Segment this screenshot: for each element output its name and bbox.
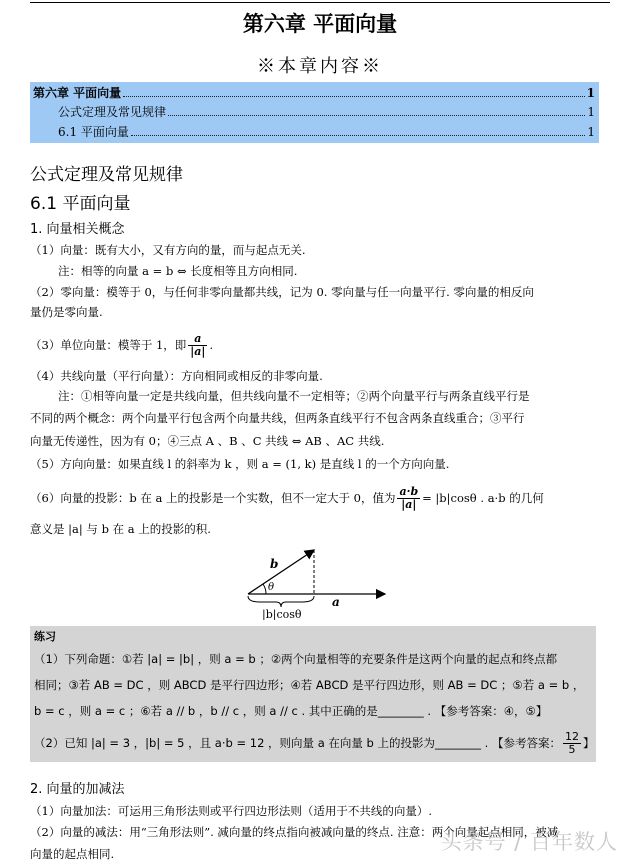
vector-b-arrow: [248, 550, 314, 594]
text-line: 注：相等的向量 a = b ⇔ 长度相等且方向相同.: [58, 264, 298, 278]
toc-page-number: 1: [587, 124, 595, 139]
fraction-denominator: 5: [568, 742, 576, 756]
toc-page-number: 1: [587, 105, 595, 119]
toc-leader-dots: [131, 135, 585, 136]
exercise-box: [30, 626, 596, 762]
contents-title: ※本章内容※: [257, 56, 383, 77]
toc-entry-label: 公式定理及常见规律: [58, 105, 167, 119]
projection-line: [30, 482, 600, 514]
fraction-denominator: |a|: [190, 344, 206, 358]
label-b: b: [270, 557, 279, 571]
section-heading-61: 6.1 平面向量: [30, 194, 131, 214]
text-fragment: （6）向量的投影：b 在 a 上的投影是一个实数，但不一定大于 0，值为: [30, 491, 396, 505]
text-line: （5）方向向量：如果直线 l 的斜率为 k ，则 a = (1, k) 是直线 l 的一个方向向量.: [30, 457, 450, 471]
toc-leader-dots: [168, 115, 585, 116]
text-line: 不同的两个概念：两个向量平行包含两个向量共线，但两条直线平行不包含两条直线重合；③平行: [30, 411, 525, 425]
text-line: 量仍是零向量.: [30, 305, 103, 319]
text-line: 注：①相等向量一定是共线向量，但共线向量不一定相等；②两个向量平行与两条直线平行是: [58, 389, 530, 403]
text-line: 向量无传递性，因为有 0；④三点 A 、B 、C 共线 ⇔ AB 、AC 共线.: [30, 434, 385, 448]
fraction-numerator: a: [188, 333, 207, 346]
angle-arc: [263, 584, 266, 594]
text-fragment: （2）已知 |a| = 3 ，|b| = 5 ，且 a·b = 12 ，则向量 a 在向量 b 上的投影为________ . 【参考答案：: [34, 736, 561, 750]
fraction: [397, 486, 420, 511]
chapter-title: 第六章 平面向量: [242, 11, 398, 36]
exercise-title: 练习: [34, 630, 56, 643]
table-of-contents: [30, 82, 599, 143]
exercise-line: b = c ，则 a = c ；⑥若 a // b ，b // c ，则 a // c . 其中正确的是________ . 【参考答案：④，⑤】: [34, 704, 548, 718]
projection-brace: [248, 596, 314, 607]
watermark: 头条号 / 百年数人: [440, 830, 618, 854]
text-line: 意义是 |a| 与 b 在 a 上的投影的积.: [30, 522, 211, 536]
toc-page-number: 1: [586, 85, 595, 100]
text-line: （2）向量的减法：用“三角形法则”. 减向量的终点指向被减向量的终点. 注意：两个向量起点相同，被减: [30, 825, 559, 839]
exercise-line: （1）下列命题：①若 |a| = |b| ，则 a = b ；②两个向量相等的充要条件是这两个向量的起点和终点都: [34, 652, 558, 666]
label-theta: θ: [268, 582, 275, 593]
text-fragment: 】: [582, 736, 595, 750]
fraction-denominator: |a|: [401, 497, 417, 511]
toc-entry-label: 第六章 平面向量: [33, 85, 122, 100]
text-line: 向量的起点相同.: [30, 847, 115, 861]
exercise-line-2: [34, 728, 594, 758]
toc-entry-formulas[interactable]: [30, 103, 599, 123]
toc-entry-chapter[interactable]: [30, 83, 599, 103]
fraction: [563, 731, 581, 756]
section-heading-formulas: 公式定理及常见规律: [30, 165, 183, 185]
text-line: （1）向量加法：可运用三角形法则或平行四边形法则（适用于不共线的向量）.: [30, 804, 432, 818]
top-rule: [30, 2, 610, 3]
toc-entry-label: 6.1 平面向量: [58, 124, 129, 139]
fraction-numerator: a·b: [399, 484, 419, 498]
fraction: [188, 333, 207, 358]
text-fragment: （3）单位向量：模等于 1，即: [30, 338, 187, 352]
exercise-line: 相同；③若 AB = DC ，则 ABCD 是平行四边形；④若 ABCD 是平行四边形，则 AB = DC ；⑤若 a = b ，: [34, 678, 585, 692]
subheading-vector-add-sub: 2. 向量的加减法: [30, 782, 125, 797]
text-line: （4）共线向量（平行向量）：方向相同或相反的非零向量.: [30, 369, 323, 383]
label-projection: |b|cosθ: [262, 608, 302, 620]
fraction-numerator: 12: [564, 729, 579, 743]
label-a: a: [332, 595, 340, 609]
text-fragment: = |b|cosθ . a·b 的几何: [422, 491, 544, 505]
text-line: （2）零向量：模等于 0，与任何非零向量都共线，记为 0. 零向量与任一向量平行. 零向量的相反向: [30, 285, 534, 299]
unit-vector-line: [30, 330, 600, 360]
projection-diagram: [240, 544, 400, 620]
subheading-vector-concepts: 1. 向量相关概念: [30, 222, 125, 237]
period: .: [209, 338, 214, 352]
text-line: （1）向量：既有大小，又有方向的量，而与起点无关.: [30, 243, 306, 257]
toc-leader-dots: [123, 96, 584, 97]
toc-entry-61[interactable]: [30, 122, 599, 142]
